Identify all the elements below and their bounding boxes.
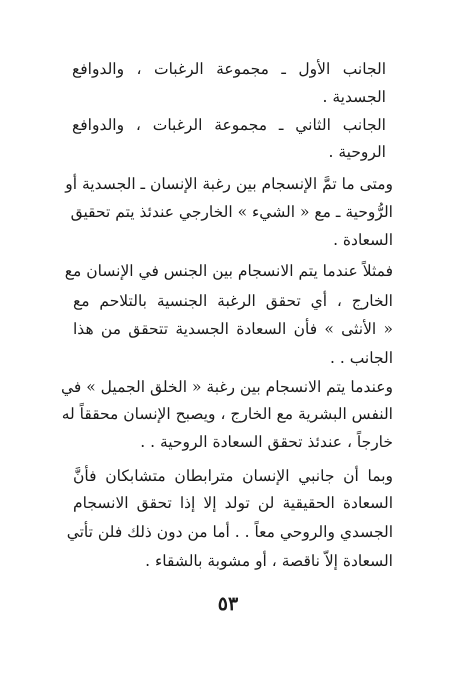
paragraph-4-line-4: الجانب . . <box>330 349 393 367</box>
paragraph-1-line-2: الجسدية . <box>322 88 386 106</box>
paragraph-6-line-3: الجسدي والروحي معاً . . أما من دون ذلك فلن تأتي <box>66 523 393 541</box>
paragraph-4-line-2: الخارج ، أي تحقق الرغبة الجنسية بالتلاحم مع <box>73 292 393 310</box>
page-number: ٥٣ <box>217 593 239 615</box>
paragraph-5-line-3: خارجاً ، عندئذ تحقق السعادة الروحية . . <box>140 433 393 451</box>
paragraph-2-line-1: الجانب الثاني ـ مجموعة الرغبات ، والدوافع <box>72 116 386 134</box>
paragraph-3-line-2: الرُّوحية ـ مع « الشيء » الخارجي عندئذ يتم تحقيق <box>70 203 393 221</box>
paragraph-5-line-1: وعندما يتم الانسجام بين رغبة « الخلق الجميل » في <box>60 378 393 396</box>
paragraph-2-line-2: الروحية . <box>328 143 386 161</box>
paragraph-4-line-3: « الأنثى » فأن السعادة الجسدية تتحقق من هذا <box>73 320 393 338</box>
paragraph-4-line-1: فمثلاً عندما يتم الانسجام بين الجنس في الإنسان مع <box>64 262 393 280</box>
paragraph-3-line-3: السعادة . <box>333 231 393 249</box>
paragraph-1-line-1: الجانب الأول ـ مجموعة الرغبات ، والدوافع <box>72 60 386 78</box>
paragraph-5-line-2: النفس البشرية مع الخارج ، ويصبح الإنسان محققاً له <box>61 405 393 423</box>
paragraph-6-line-1: وبما أن جانبي الإنسان مترابطان متشابكان فأنَّ <box>73 467 393 485</box>
paragraph-6-line-4: السعادة إلاّ ناقصة ، أو مشوبة بالشقاء . <box>145 552 393 570</box>
paragraph-3-line-1: ومتى ما تمَّ الإنسجام بين رغبة الإنسان ـ الجسدية أو <box>65 175 393 193</box>
paragraph-6-line-2: السعادة الحقيقية لن تولد إلا إذا تحقق الانسجام <box>73 494 393 512</box>
